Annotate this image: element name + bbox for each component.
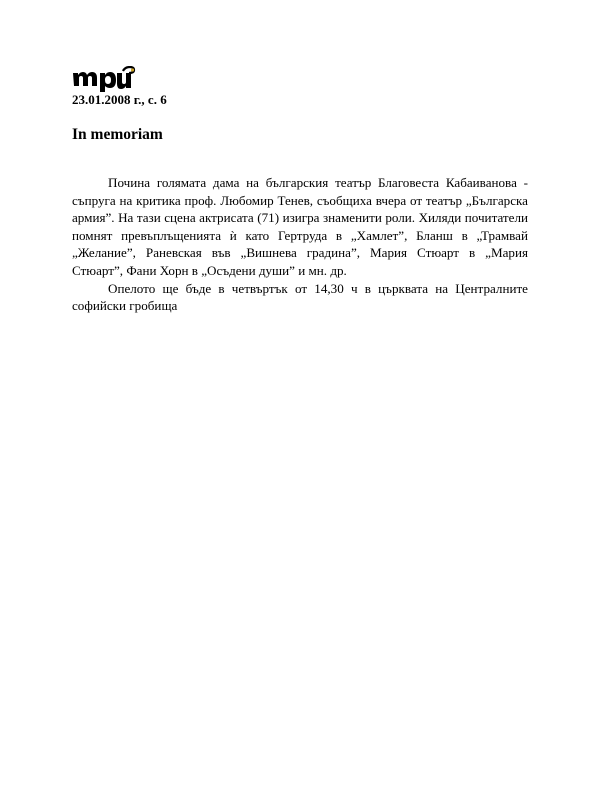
article-paragraph: Почина голямата дама на българския театър Благовеста Кабаиванова - съпруга на критика проф. Любомир Тенев, съобщиха вчера от театър „Българска армия”. На тази сцена актрисата (71) изигра знаменити роли. Хиляди почитатели помнят превъплъщенията ѝ като Гертруда в „Хамлет”, Бланш в „Трамвай „Желание”, Раневская във „Вишнева градина”, Мария Стюарт в „Мария Стюарт”, Фани Хорн в „Осъдени души” и мн. др.	[72, 175, 528, 278]
dateline: 23.01.2008 г., с. 6	[72, 92, 167, 107]
article-paragraph: Опелото ще бъде в четвъртък от 14,30 ч в църквата на Централните софийски гробища	[72, 280, 528, 314]
document-page	[72, 66, 528, 315]
section-title: In memoriam	[72, 126, 163, 143]
trud-logo	[72, 66, 136, 92]
article-body	[72, 174, 528, 315]
